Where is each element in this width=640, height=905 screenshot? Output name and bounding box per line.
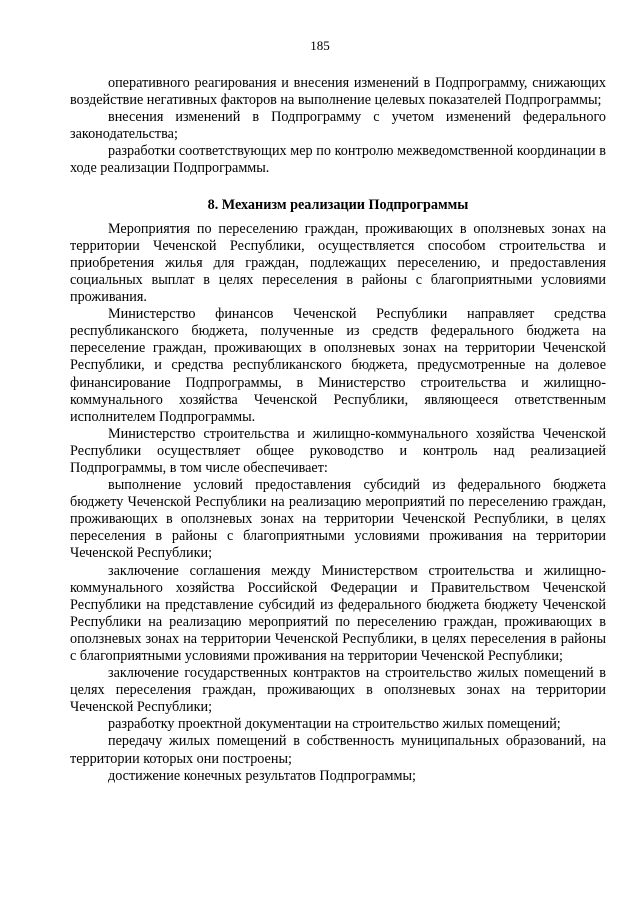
document-body (70, 75, 606, 785)
page-number: 185 (310, 38, 330, 53)
paragraph: Министерство строительства и жилищно-коммунального хозяйства Чеченской Республики осуществляет общее руководство и контроль над реализацией Подпрограммы, в том числе обеспечивает: (70, 425, 606, 476)
paragraph: Министерство финансов Чеченской Республики направляет средства республиканского бюджета, полученные из средств федерального бюджета на переселение граждан, проживающих в оползневых зонах на территории Чеченской Республики, и средства республиканского бюджета, предусмотренные на долевое финансирование Подпрограммы, в Министерство строительства и жилищно-коммунального хозяйства Чеченской Республики, являющееся ответственным исполнителем Подпрограммы. (70, 306, 606, 425)
paragraph: внесения изменений в Подпрограмму с учетом изменений федерального законодательства; (70, 109, 606, 143)
list-item: выполнение условий предоставления субсидий из федерального бюджета бюджету Чеченской Республики на реализацию мероприятий по переселению граждан, проживающих в оползневых зонах на территории Чеченской Республики, в целях переселения в районы с благоприятными условиями проживания на территории Чеченской Республики; (70, 477, 606, 562)
list-item: достижение конечных результатов Подпрограммы; (108, 767, 416, 784)
paragraph: оперативного реагирования и внесения изменений в Подпрограмму, снижающих воздействие негативных факторов на выполнение целевых показателей Подпрограммы; (70, 75, 606, 109)
paragraph: Мероприятия по переселению граждан, проживающих в оползневых зонах на территории Чеченской Республики, осуществляется способом строительства и приобретения жилья для граждан, подлежащих переселению, и предоставления социальных выплат в целях переселения в районы с благоприятными условиями проживания. (70, 220, 606, 306)
list-item: заключение соглашения между Министерством строительства и жилищно-коммунального хозяйства Российской Федерации и Правительством Чеченской Республики на представление субсидий из федерального бюджета бюджету Чеченской Республики на реализацию мероприятий по переселению граждан, проживающих в оползневых зонах на территории Чеченской Республики, в целях переселения в районы с благоприятными условиями проживания на территории Чеченской Республики; (70, 562, 606, 664)
list-item: передачу жилых помещений в собственность муниципальных образований, на территории которых они построены; (70, 733, 606, 767)
paragraph: разработки соответствующих мер по контролю межведомственной координации в ходе реализации Подпрограммы. (70, 143, 606, 177)
list-item: разработку проектной документации на строительство жилых помещений; (108, 716, 561, 733)
list-item: заключение государственных контрактов на строительство жилых помещений в целях переселения граждан, проживающих в оползневых зонах на территории Чеченской Республики; (70, 665, 606, 716)
section-heading: 8. Механизм реализации Подпрограммы (207, 196, 469, 213)
